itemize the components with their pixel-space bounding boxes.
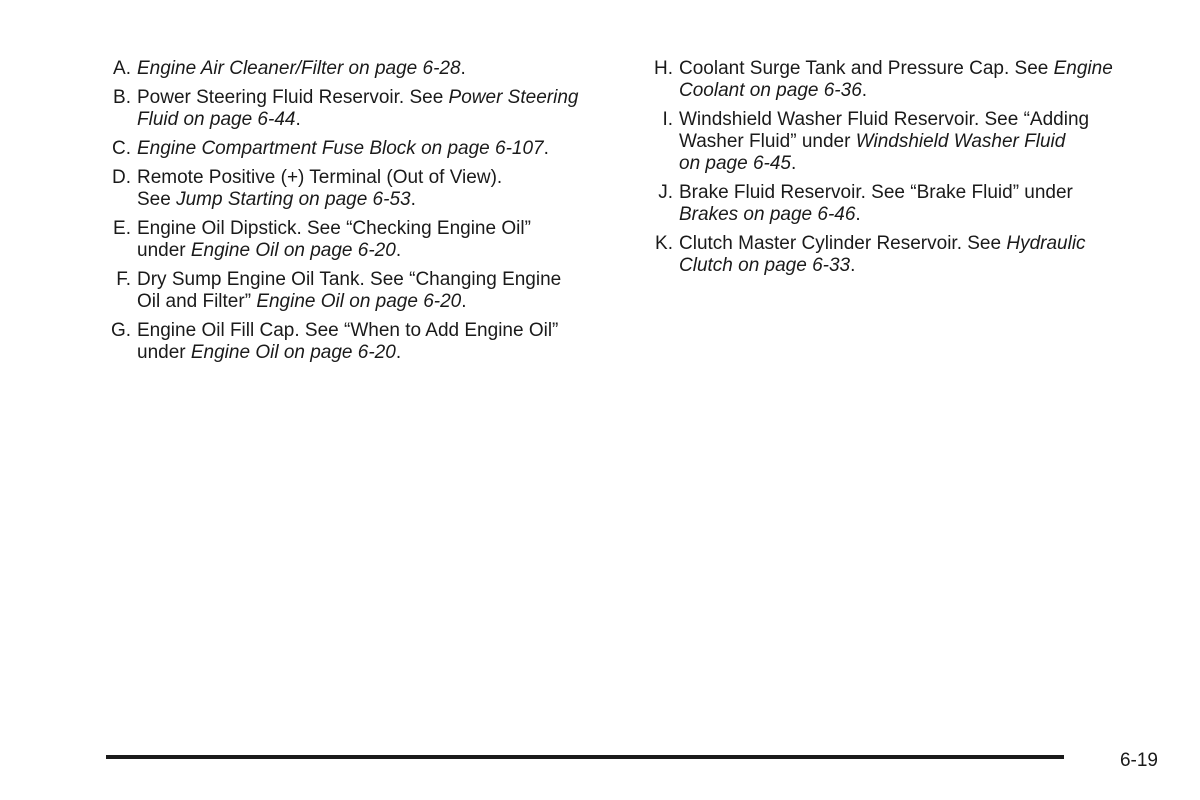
entry-description: . [395, 240, 402, 261]
entry-letter: K. [655, 233, 673, 254]
entry-description: . [410, 189, 416, 210]
legend-entry [104, 167, 624, 211]
legend-entry [646, 58, 1166, 102]
page-reference: Power Steering Fluid on page 6-44 [137, 87, 579, 130]
entry-description: . [543, 138, 549, 159]
entry-letter: J. [658, 182, 673, 203]
entry-description: . [861, 80, 868, 101]
entry-text [137, 167, 624, 211]
entry-description: . [461, 291, 467, 312]
page-number: 6-19 [1119, 750, 1158, 771]
entry-description: Remote Positive (+) Terminal (Out of View). See [137, 167, 503, 210]
entry-text [137, 320, 624, 364]
entry-text [137, 58, 624, 80]
entry-description: . [855, 204, 861, 225]
legend-entry [104, 138, 624, 160]
page-reference: Windshield Washer Fluid on page 6-45 [679, 131, 1066, 174]
entry-description: Clutch Master Cylinder Reservoir. See [679, 233, 1007, 254]
entry-description: Engine Oil Dipstick. See “Checking Engine Oil” under [137, 218, 531, 261]
entry-letter: H. [654, 58, 673, 79]
entry-text [679, 233, 1166, 277]
entry-description: Windshield Washer Fluid Reservoir. See “Adding Washer Fluid” under [679, 109, 1090, 152]
entry-text [679, 109, 1166, 175]
entry-letter: E. [113, 218, 131, 239]
page-reference: Hydraulic Clutch on page 6-33 [679, 233, 1086, 276]
legend-entry [646, 233, 1166, 277]
entry-text [679, 58, 1166, 102]
entry-letter: D. [112, 167, 131, 188]
legend-entry [646, 109, 1166, 175]
footer-rule [106, 755, 1064, 759]
entry-text [137, 87, 624, 131]
entry-text [137, 269, 624, 313]
entry-description: . [850, 255, 856, 276]
entry-description: Engine Oil Fill Cap. See “When to Add Engine Oil” under [137, 320, 559, 363]
page-reference: Engine Compartment Fuse Block on page 6-107 [137, 138, 544, 159]
entry-text [137, 218, 624, 262]
legend-entry [104, 320, 624, 364]
entry-text [137, 138, 624, 160]
entry-letter: I. [662, 109, 673, 130]
entry-letter: B. [113, 87, 131, 108]
page-reference: Engine Air Cleaner/Filter on page 6-28 [137, 58, 461, 79]
entry-text [679, 182, 1166, 226]
entry-description: Brake Fluid Reservoir. See “Brake Fluid” under [679, 182, 1073, 203]
legend-entry [104, 218, 624, 262]
page-reference: Jump Starting on page 6-53 [176, 189, 411, 210]
entry-description: . [791, 153, 797, 174]
entry-letter: A. [113, 58, 131, 79]
entry-description: . [295, 109, 301, 130]
page-reference: Engine Oil on page 6-20 [190, 240, 396, 261]
left-column-list [104, 58, 624, 371]
legend-entry [104, 58, 624, 80]
right-column-list [646, 58, 1166, 284]
legend-entry [646, 182, 1166, 226]
legend-entry [104, 87, 624, 131]
entry-description: Coolant Surge Tank and Pressure Cap. See [679, 58, 1054, 79]
entry-letter: F. [116, 269, 131, 290]
entry-letter: C. [112, 138, 131, 159]
entry-description: Power Steering Fluid Reservoir. See [137, 87, 449, 108]
entry-description: Dry Sump Engine Oil Tank. See “Changing Engine Oil and Filter” [137, 269, 562, 312]
page-reference: Engine Oil on page 6-20 [256, 291, 462, 312]
legend-entry [104, 269, 624, 313]
entry-letter: G. [110, 320, 131, 341]
entry-description: . [395, 342, 402, 363]
page-reference: Engine Oil on page 6-20 [190, 342, 396, 363]
page-reference: Brakes on page 6-46 [679, 204, 856, 225]
page-reference: Engine Coolant on page 6-36 [679, 58, 1113, 101]
entry-description: . [460, 58, 466, 79]
